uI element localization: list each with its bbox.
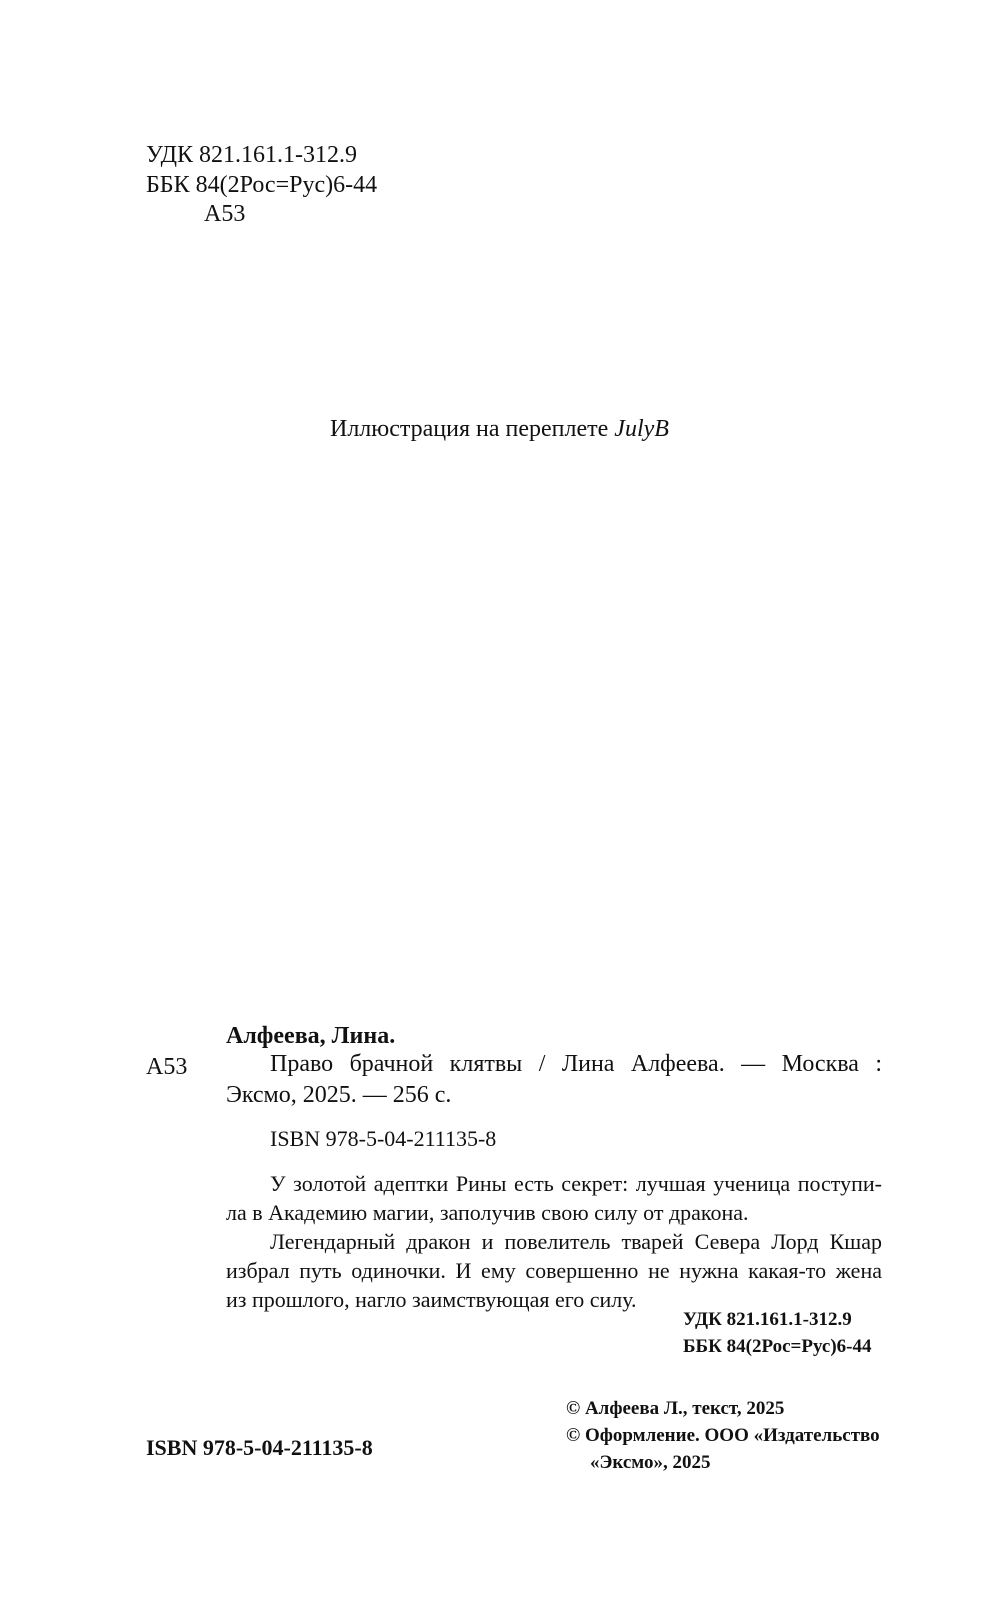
author-heading: Алфеева, Лина. — [226, 1023, 396, 1049]
illustration-credit-text: Иллюстрация на переплете — [330, 416, 615, 442]
title-line-2: Эксмо, 2025. — 256 с. — [226, 1082, 452, 1108]
copyright-design-line-1: © Оформление. ООО «Издательство — [566, 1425, 880, 1446]
udk-code-catalog: УДК 821.161.1-312.9 — [683, 1309, 852, 1330]
copyright-design-line-2: «Эксмо», 2025 — [590, 1452, 711, 1473]
illustration-credit — [330, 414, 669, 444]
bbk-code-top: ББК 84(2Рос=Рус)6-44 — [146, 172, 378, 198]
annotation-line: из прошлого, нагло заимствующая его силу. — [226, 1287, 637, 1312]
annotation-line: ла в Академию магии, заполучив свою силу от дракона. — [226, 1200, 749, 1225]
isbn-catalog: ISBN 978-5-04-211135-8 — [270, 1126, 497, 1151]
bbk-code-catalog: ББК 84(2Рос=Рус)6-44 — [683, 1336, 872, 1357]
copyright-text: © Алфеева Л., текст, 2025 — [566, 1398, 785, 1419]
author-mark-top: А53 — [204, 201, 246, 227]
isbn-footer: ISBN 978-5-04-211135-8 — [146, 1435, 373, 1460]
udk-code-top: УДК 821.161.1-312.9 — [146, 142, 357, 168]
annotation-line: Легендарный дракон и повелитель тварей Севера Лорд Кшар — [270, 1229, 882, 1254]
title-line-1: Право брачной клятвы / Лина Алфеева. — Москва : — [270, 1051, 882, 1077]
illustration-artist: JulyB — [614, 416, 669, 442]
annotation-line: избрал путь одиночки. И ему совершенно не нужна какая-то жена — [226, 1258, 882, 1283]
annotation-line: У золотой адептки Рины есть секрет: лучшая ученица поступи- — [270, 1171, 882, 1196]
author-mark-catalog: А53 — [146, 1054, 188, 1080]
